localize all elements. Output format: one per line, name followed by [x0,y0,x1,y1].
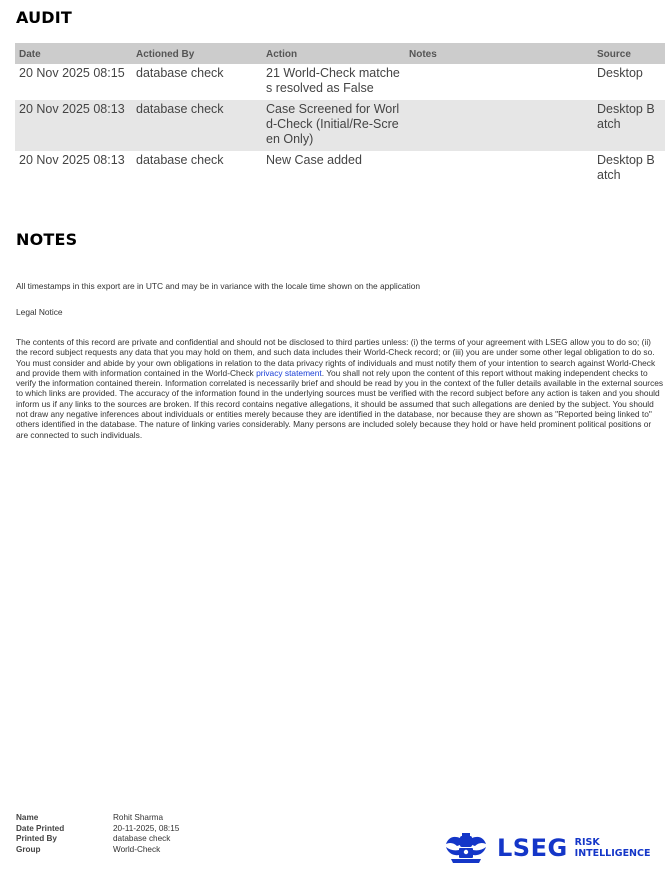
logo-subtitle [575,837,651,859]
column-header-action: Action [262,43,405,64]
cell-action: Case Screened for World-Check (Initial/Re-Screen Only) [262,100,405,151]
meta-value: 20-11-2025, 08:15 [113,823,180,833]
cell-date: 20 Nov 2025 08:15 [19,66,125,80]
lseg-logo [443,831,650,865]
legal-text-part2: . You shall not rely upon the content of this report without making independent checks to verify the information contained therein. Information correlated is necessarily brief and should be read by you in the context of the fuller details available in the external sources to which links are provided. The accuracy of the information found in the underlying sources must be verified with the record subject before any action is taken and you should inform us if any links to the sources are broken. If this record contains negative allegations, it should be assumed that such allegations are denied by the subject. You should not draw any negative inferences about individuals or entities merely because they are identified in the database, nor because they are shown as "Reported being linked to" others identified in the database. The nature of linking varies considerably. Many persons are included solely because they hold or have held prominent political positions or are connected to such individuals. [16,367,664,440]
column-header-date: Date [15,43,132,64]
table-row [15,100,665,151]
meta-row-group [16,845,179,856]
legal-notice-heading: Legal Notice [16,307,63,317]
meta-value: Rohit Sharma [113,813,164,822]
cell-actioned-by: database check [136,153,224,167]
meta-row-name [16,813,179,824]
legal-notice-body [16,337,664,440]
print-metadata [16,813,179,855]
cell-source: Desktop [597,66,643,80]
meta-label: Printed By [16,834,57,843]
privacy-statement-link[interactable]: privacy statement [256,367,322,378]
cell-source: Desktop Batch [593,100,665,151]
table-row [15,151,665,187]
cell-notes [405,100,593,151]
column-header-notes: Notes [405,43,593,64]
meta-label: Name [16,813,39,822]
meta-label: Group [16,844,41,854]
logo-wordmark: LSEG [497,834,568,862]
cell-notes [405,64,593,100]
cell-date: 20 Nov 2025 08:13 [15,100,132,151]
meta-row-date-printed [16,824,179,835]
cell-notes [405,151,593,187]
crest-icon [443,831,489,865]
cell-date: 20 Nov 2025 08:13 [19,153,125,167]
logo-subtitle-line2: INTELLIGENCE [574,848,651,859]
meta-value: World-Check [113,844,161,854]
cell-action: New Case added [266,153,362,167]
meta-row-printed-by [16,834,179,845]
logo-subtitle-line1: RISK [574,837,600,848]
notes-title: NOTES [16,230,78,249]
column-header-actioned-by: Actioned By [132,43,262,64]
meta-value: database check [113,834,171,843]
utc-note: All timestamps in this export are in UTC and may be in variance with the locale time shown on the application [16,281,421,291]
cell-actioned-by: database check [132,100,262,151]
meta-label: Date Printed [16,823,65,833]
table-row [15,64,665,100]
audit-title: AUDIT [16,8,73,27]
cell-action: 21 World-Check matches resolved as False [266,66,400,95]
audit-table [15,43,665,187]
cell-source: Desktop Batch [597,153,655,182]
audit-header-row [15,43,665,64]
column-header-source: Source [593,43,665,64]
cell-actioned-by: database check [136,66,224,80]
legal-text-part1: The contents of this record are private and confidential and should not be disclosed to third parties unless: (i) the terms of your agreement with LSEG allow you to do so; (ii) the record subject requests any data that you may hold on them, and such data includes their World-Check record; or (iii) you are under some other legal obligation to do so. You must consider and abide by your own obligations in relation to the data privacy rights of individuals and must notify them of your intention to search against World-Check and provide them with information contained in the World-Check [16,337,656,378]
